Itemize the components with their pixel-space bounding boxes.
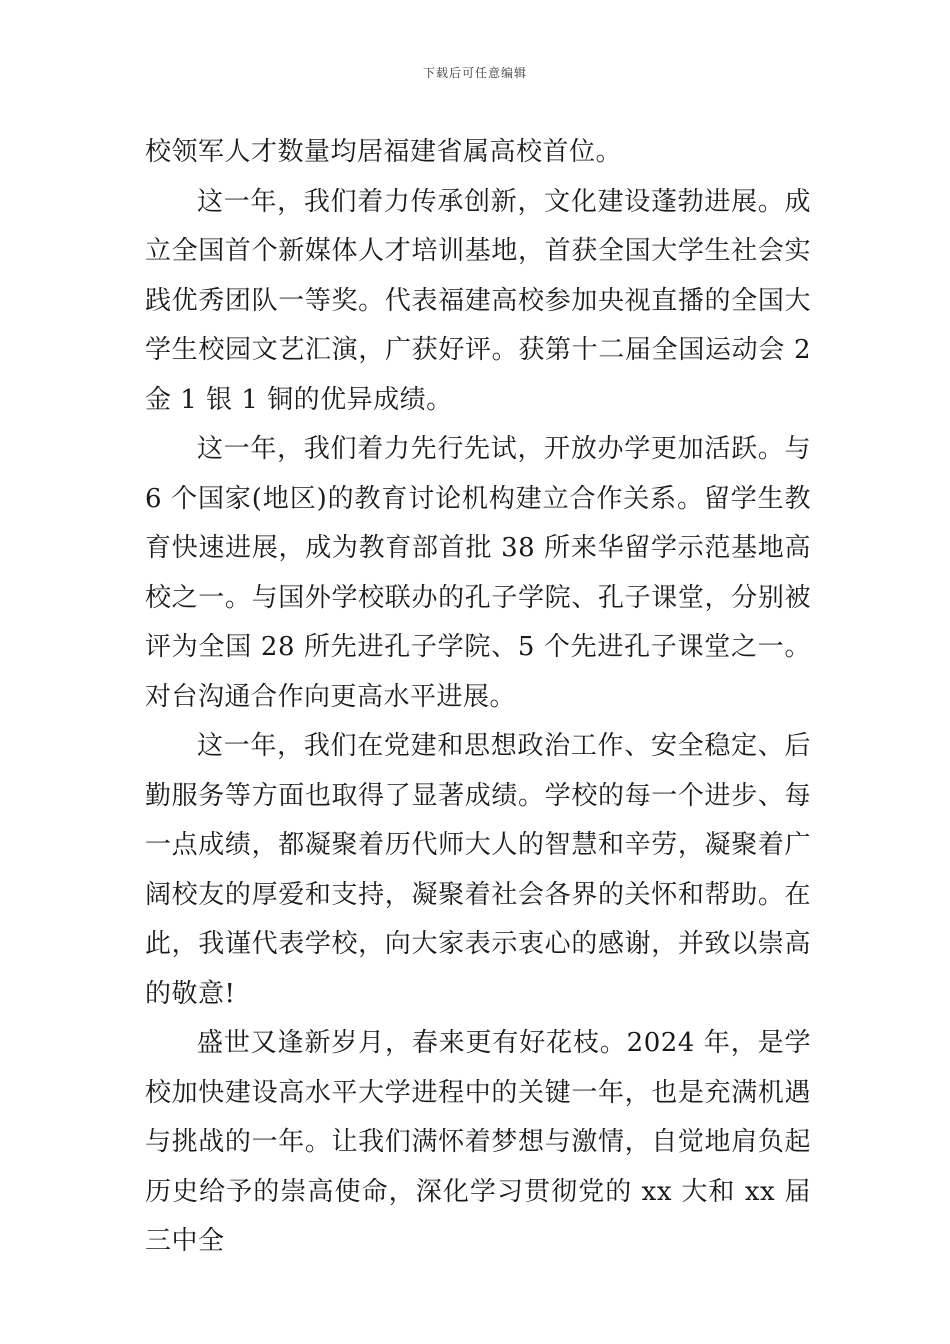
page-header: 下载后可任意编辑 bbox=[422, 66, 527, 80]
paragraph-4: 这一年，我们在党建和思想政治工作、安全稳定、后勤服务等方面也取得了显著成绩。学校的每一个进步、每一点成绩，都凝聚着历代师大人的智慧和辛劳，凝聚着广阔校友的厚爱和支持，凝聚着社会各界的关怀和帮助。在此，我谨代表学校，向大家表示衷心的感谢，并致以崇高的敬意! bbox=[145, 731, 811, 1009]
paragraph-1: 校领军人才数量均居福建省属高校首位。 bbox=[145, 137, 623, 167]
paragraph-5: 盛世又逢新岁月，春来更有好花枝。2024 年，是学校加快建设高水平大学进程中的关键一年，也是充满机遇与挑战的一年。让我们满怀着梦想与激情，自觉地肩负起历史给予的崇高使命，深化学习贯彻党的 xx 大和 xx 届三中全 bbox=[145, 1028, 811, 1256]
document-body bbox=[145, 128, 811, 1267]
paragraph-2: 这一年，我们着力传承创新，文化建设蓬勃进展。成立全国首个新媒体人才培训基地，首获全国大学生社会实践优秀团队一等奖。代表福建高校参加央视直播的全国大学生校园文艺汇演，广获好评。获第十二届全国运动会 2 金 1 银 1 铜的优异成绩。 bbox=[145, 186, 811, 415]
paragraph-3: 这一年，我们着力先行先试，开放办学更加活跃。与 6 个国家(地区)的教育讨论机构建立合作关系。留学生教育快速进展，成为教育部首批 38 所来华留学示范基地高校之一。与国外学校联办的孔子学院、孔子课堂，分别被评为全国 28 所先进孔子学院、5 个先进孔子课堂之一。对台沟通合作向更高水平进展。 bbox=[145, 434, 811, 712]
